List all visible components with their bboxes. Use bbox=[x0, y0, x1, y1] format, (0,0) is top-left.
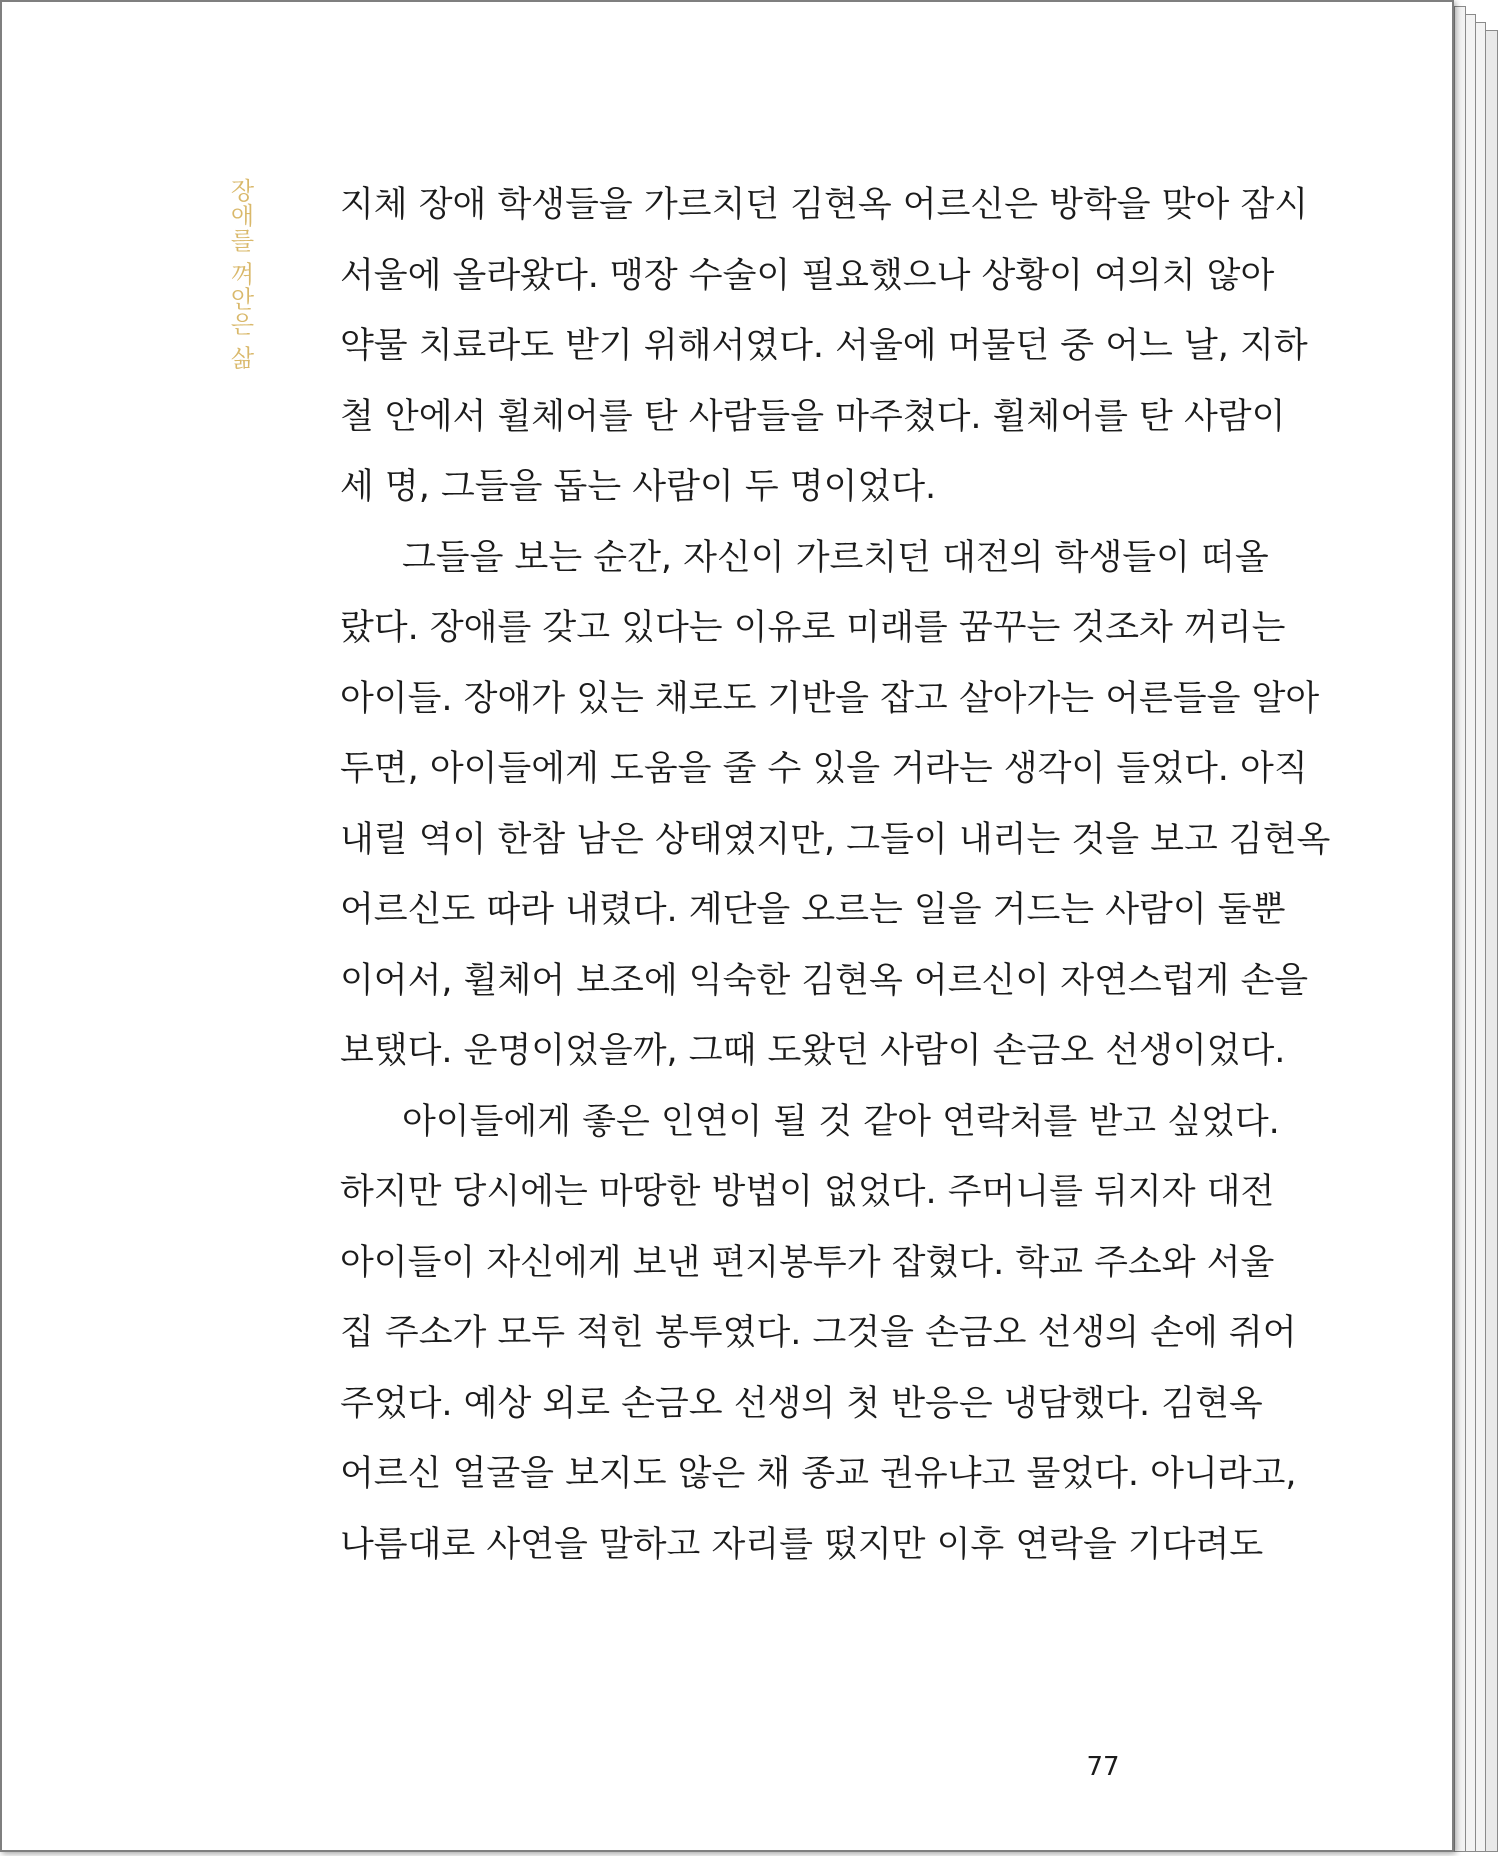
text-line: 철 안에서 휠체어를 탄 사람들을 마주쳤다. 휠체어를 탄 사람이 bbox=[340, 396, 1286, 437]
text-line: 아이들이 자신에게 보낸 편지봉투가 잡혔다. 학교 주소와 서울 bbox=[340, 1242, 1275, 1283]
page-stack-edge bbox=[1484, 30, 1498, 1852]
page-stack-edge bbox=[1454, 6, 1466, 1852]
text-line: 서울에 올라왔다. 맹장 수술이 필요했으나 상황이 여의치 않아 bbox=[340, 255, 1275, 296]
text-line: 아이들. 장애가 있는 채로도 기반을 잡고 살아가는 어른들을 알아 bbox=[340, 678, 1320, 719]
body-text bbox=[340, 170, 1331, 1580]
text-line: 어르신 얼굴을 보지도 않은 채 종교 권유냐고 물었다. 아니라고, bbox=[340, 1454, 1297, 1494]
text-line: 지체 장애 학생들을 가르치던 김현옥 어르신은 방학을 맞아 잠시 bbox=[340, 185, 1309, 225]
text-line: 세 명, 그들을 돕는 사람이 두 명이었다. bbox=[340, 467, 937, 507]
page-number: 77 bbox=[1086, 1752, 1120, 1782]
text-line: 집 주소가 모두 적힌 봉투였다. 그것을 손금오 선생의 손에 쥐어 bbox=[340, 1313, 1297, 1353]
text-line: 이어서, 휠체어 보조에 익숙한 김현옥 어르신이 자연스럽게 손을 bbox=[340, 960, 1309, 1001]
text-line: 어르신도 따라 내렸다. 계단을 오르는 일을 거드는 사람이 둘뿐 bbox=[340, 890, 1286, 930]
text-line: 내릴 역이 한참 남은 상태였지만, 그들이 내리는 것을 보고 김현옥 bbox=[340, 819, 1331, 860]
text-line: 두면, 아이들에게 도움을 줄 수 있을 거라는 생각이 들었다. 아직 bbox=[340, 749, 1308, 789]
text-line: 랐다. 장애를 갖고 있다는 이유로 미래를 꿈꾸는 것조차 꺼리는 bbox=[340, 608, 1286, 648]
text-line: 그들을 보는 순간, 자신이 가르치던 대전의 학생들이 떠올 bbox=[402, 537, 1269, 578]
text-line: 약물 치료라도 받기 위해서였다. 서울에 머물던 중 어느 날, 지하 bbox=[340, 326, 1308, 366]
text-line: 주었다. 예상 외로 손금오 선생의 첫 반응은 냉담했다. 김현옥 bbox=[340, 1383, 1263, 1424]
text-line: 보탰다. 운명이었을까, 그때 도왔던 사람이 손금오 선생이었다. bbox=[340, 1031, 1286, 1071]
text-line: 나름대로 사연을 말하고 자리를 떴지만 이후 연락을 기다려도 bbox=[340, 1524, 1264, 1565]
text-line: 아이들에게 좋은 인연이 될 것 같아 연락처를 받고 싶었다. bbox=[402, 1101, 1280, 1142]
text-line: 하지만 당시에는 마땅한 방법이 없었다. 주머니를 뒤지자 대전 bbox=[340, 1172, 1275, 1212]
running-head: 장애를 껴안은 삶 bbox=[226, 178, 254, 371]
